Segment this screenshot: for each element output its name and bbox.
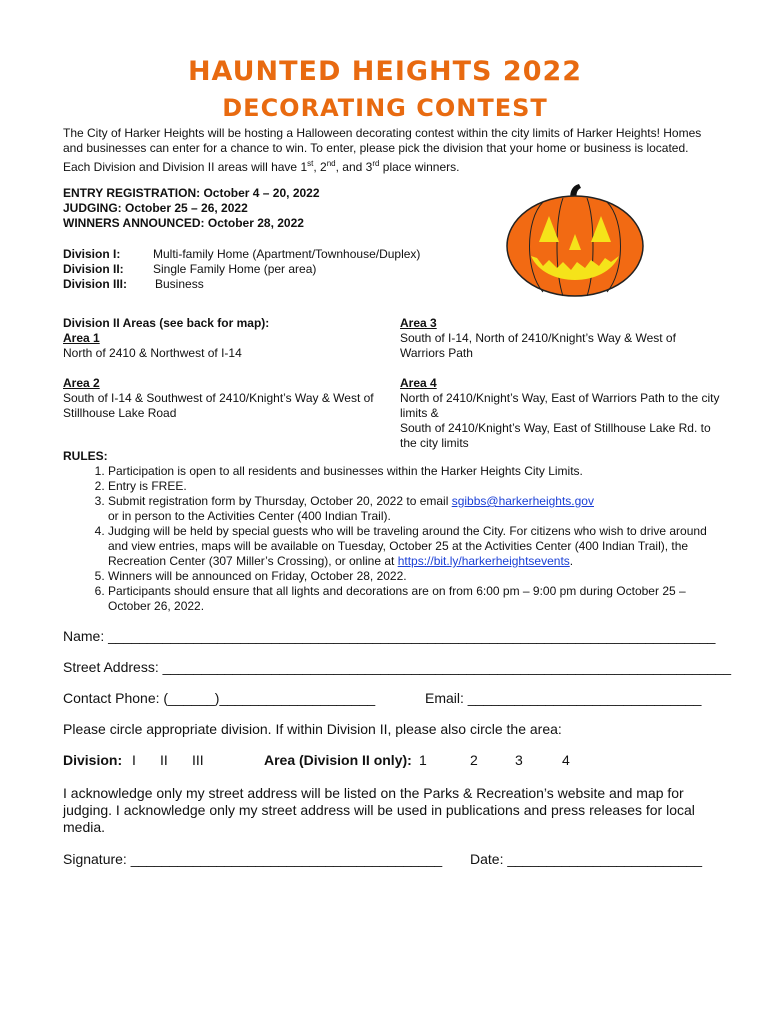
intro-text: , 2: [313, 160, 327, 174]
rule-text: .: [569, 554, 574, 568]
pumpkin-icon: [505, 180, 645, 298]
division-option-i[interactable]: I: [132, 752, 136, 768]
area-1: [63, 331, 383, 361]
intro-paragraph: [63, 126, 713, 175]
intro-sup: nd: [326, 159, 336, 168]
dates-block: [63, 186, 320, 231]
area-title: Area 2: [63, 376, 100, 390]
rule-item: [108, 569, 723, 584]
division-label: Division I:: [63, 247, 121, 261]
rule-item: [108, 494, 723, 524]
rules-list: [63, 464, 723, 614]
rule-item: [108, 524, 723, 569]
division-row: [63, 277, 420, 292]
rule-text: Submit registration form by Thursday, October 20, 2022 to email: [108, 494, 452, 508]
area-4: [400, 376, 722, 451]
acknowledgement-text: I acknowledge only my street address will be listed on the Parks & Recreation’s website and map for judging. I acknowledge only my street address will be used in publications and press releases for local media.: [63, 785, 695, 835]
rule-text: Judging will be held by special guests who will be traveling around the City. For citizens who wish to drive around and view entries, maps will be available on Tuesday, October 25 at the Activities Center (400 Indian Trail), the Recreation Center (307 Miller’s Crossing), or online at: [108, 524, 707, 568]
entry-dates: ENTRY REGISTRATION: October 4 – 20, 2022: [63, 186, 320, 200]
areas-heading: Division II Areas (see back for map):: [63, 316, 270, 330]
area-3: [400, 316, 720, 361]
division-desc: Multi-family Home (Apartment/Townhouse/Duplex): [153, 247, 421, 261]
division-desc: Business: [155, 277, 204, 291]
page-title: HAUNTED HEIGHTS 2022: [187, 56, 583, 87]
area-desc: South of I-14 & Southwest of 2410/Knight’s Way & West of Stillhouse Lake Road: [63, 391, 374, 420]
division-row: [63, 262, 420, 277]
intro-text: place winners.: [379, 160, 460, 174]
winners-date: WINNERS ANNOUNCED: October 28, 2022: [63, 216, 304, 230]
rule-text: Entry is FREE.: [108, 479, 187, 493]
rule-text: Winners will be announced on Friday, October 28, 2022.: [108, 569, 407, 583]
page-subtitle: DECORATING CONTEST: [222, 94, 548, 122]
judging-dates: JUDGING: October 25 – 26, 2022: [63, 201, 248, 215]
intro-sup: st: [307, 159, 314, 168]
area-option-4[interactable]: 4: [562, 752, 570, 768]
signature-field[interactable]: Signature: ________________________________________: [63, 851, 443, 867]
contact-phone-field[interactable]: Contact Phone: (______)____________________: [63, 690, 376, 706]
rule-text: Participants should ensure that all lights and decorations are on from 6:00 pm – 9:00 pm during October 25 – October 26, 2022.: [108, 584, 686, 613]
division-row: [63, 247, 420, 262]
intro-text: , and 3: [335, 160, 373, 174]
division-option-ii[interactable]: II: [160, 752, 168, 768]
area-desc: South of I-14, North of 2410/Knight’s Way & West of Warriors Path: [400, 331, 676, 360]
division-label: Division III:: [63, 277, 128, 291]
division-label: Division II:: [63, 262, 124, 276]
area-title: Area 1: [63, 331, 100, 345]
rule-text: Participation is open to all residents and businesses within the Harker Heights City Limits.: [108, 464, 583, 478]
intro-sup: rd: [372, 159, 380, 168]
street-address-field[interactable]: Street Address: _________________________________________________________________________: [63, 659, 731, 675]
rule-text: or in person to the Activities Center (400 Indian Trail).: [108, 509, 391, 523]
circle-prompt: Please circle appropriate division. If within Division II, please also circle the area:: [63, 721, 562, 737]
rule-item: [108, 479, 723, 494]
area-desc: North of 2410 & Northwest of I-14: [63, 346, 242, 360]
area-title: Area 3: [400, 316, 437, 330]
area-desc: North of 2410/Knight’s Way, East of Warriors Path to the city limits &: [400, 391, 720, 420]
email-field[interactable]: Email: ______________________________: [425, 690, 702, 706]
email-link[interactable]: sgibbs@harkerheights.gov: [451, 494, 594, 508]
events-link[interactable]: https://bit.ly/harkerheightsevents: [397, 554, 570, 568]
rules-heading: RULES:: [63, 449, 108, 463]
area-option-2[interactable]: 2: [470, 752, 478, 768]
area-option-1[interactable]: 1: [419, 752, 427, 768]
area-title: Area 4: [400, 376, 437, 390]
area-2: [63, 376, 388, 421]
area-option-3[interactable]: 3: [515, 752, 523, 768]
divisions-list: [63, 247, 420, 292]
rule-item: [108, 464, 723, 479]
division-desc: Single Family Home (per area): [153, 262, 317, 276]
rule-item: [108, 584, 723, 614]
division-option-iii[interactable]: III: [192, 752, 204, 768]
division-selector-label: Division:: [63, 752, 123, 768]
name-field[interactable]: Name: ______________________________________________________________________________: [63, 628, 716, 644]
intro-text: The City of Harker Heights will be hosting a Halloween decorating contest within the city limits of Harker Heights! Homes and businesses can enter for a chance to win. To enter, please pick the division that your home or business is located. Each Division and Division II areas will have 1: [63, 126, 702, 174]
date-field[interactable]: Date: _________________________: [470, 851, 703, 867]
area-desc: South of 2410/Knight’s Way, East of Stillhouse Lake Rd. to the city limits: [400, 421, 711, 450]
area-selector-label: Area (Division II only):: [264, 752, 412, 768]
